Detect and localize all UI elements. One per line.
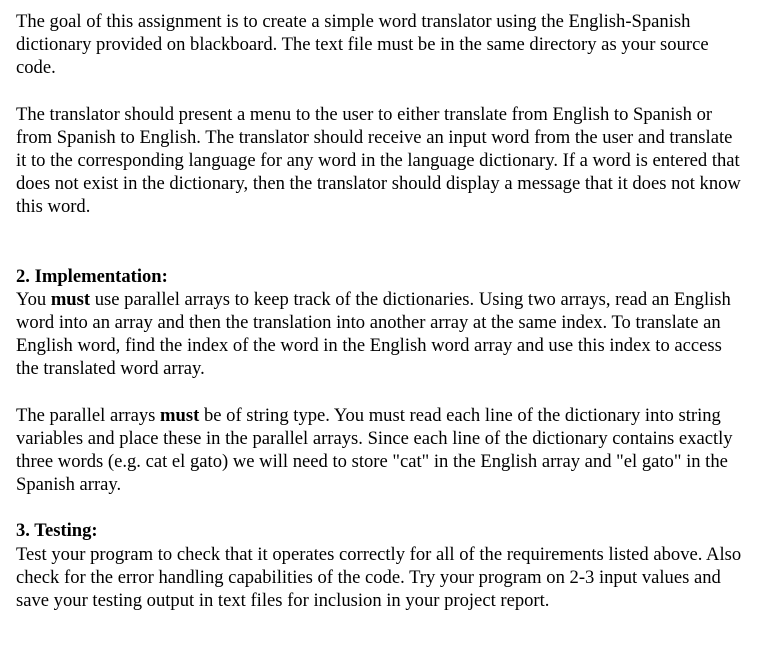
text-run: You xyxy=(16,288,51,310)
section-heading-implementation: 2. Implementation: xyxy=(16,265,168,287)
section-heading-testing: 3. Testing: xyxy=(16,520,98,542)
section-spacer xyxy=(16,496,744,519)
text-run: use parallel arrays to keep track of the dictionaries. Using two arrays, read an English word into an array and then the translation into another array at the same index. To translate an English word, find the index of the word in the English word array and use this index to access the translated word array. xyxy=(16,288,731,380)
emphasis-must: must xyxy=(160,404,200,426)
section-spacer xyxy=(16,219,744,265)
intro-paragraph-goal: The goal of this assignment is to create a simple word translator using the English-Spanish dictionary provided on blackboard. The text file must be in the same directory as your source code. xyxy=(16,11,709,79)
text-run: The parallel arrays xyxy=(16,404,161,426)
intro-paragraph-translator: The translator should present a menu to the user to either translate from English to Spanish or from Spanish to English. The translator should receive an input word from the user and translate it to the corresponding language for any word in the language dictionary. If a word is entered that does not exist in the dictionary, then the translator should display a message that it does not know this word. xyxy=(16,103,741,218)
implementation-paragraph-string-type xyxy=(16,404,744,497)
paragraph-spacer xyxy=(16,381,744,404)
text-run: be of string type. You must read each line of the dictionary into string variables and place these in the parallel arrays. Since each line of the dictionary contains exactly three words (e.g. cat el gato) we will need to store "cat" in the English array and "el gato" in the Spanish array. xyxy=(16,404,733,496)
paragraph-spacer xyxy=(16,80,744,103)
testing-paragraph: Test your program to check that it operates correctly for all of the requirements listed above. Also check for the error handling capabilities of the code. Try your program on 2-3 input values and save your testing output in text files for inclusion in your project report. xyxy=(16,543,742,612)
implementation-paragraph-arrays xyxy=(16,288,744,381)
emphasis-must: must xyxy=(50,288,91,310)
